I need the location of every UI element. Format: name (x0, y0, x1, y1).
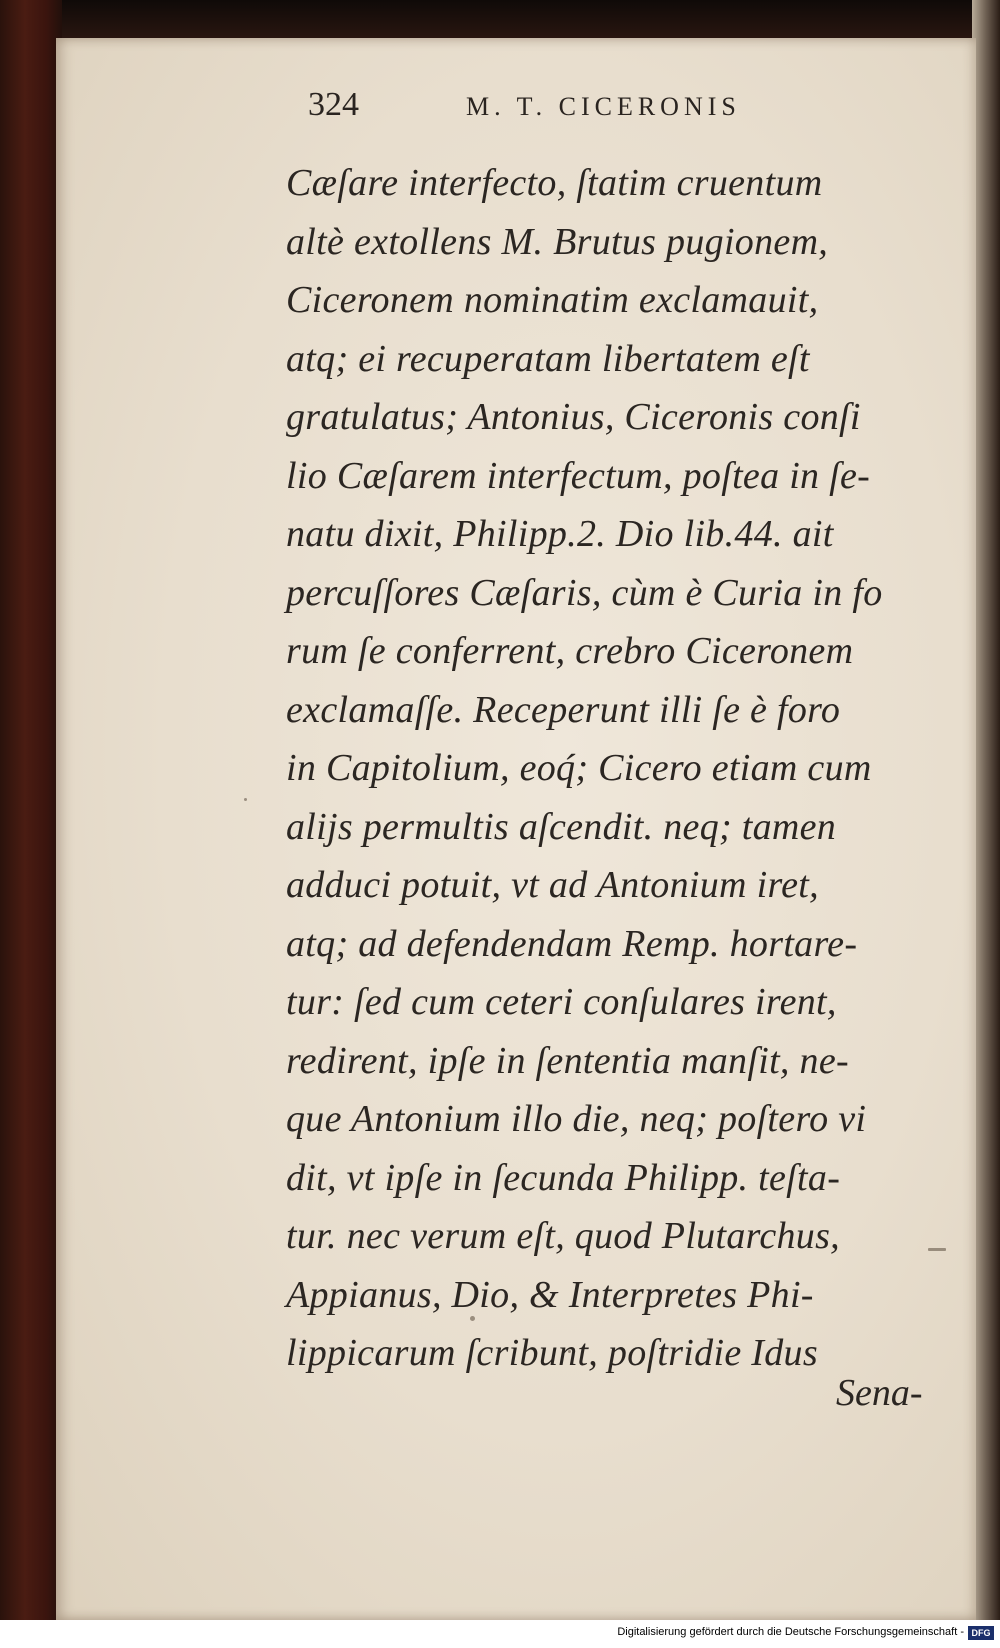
text-line: lippicarum ſcribunt, poſtridie Idus (286, 1332, 818, 1374)
text-line: que Antonium illo die, neq; poſtero vi (286, 1098, 867, 1140)
text-line: Ciceronem nominatim exclamauit, (286, 279, 819, 321)
text-line: altè extollens M. Brutus pugionem, (286, 220, 829, 263)
page-right-edge (972, 0, 1000, 1620)
text-line: Appianus, Dio, & Interpretes Phi- (286, 1273, 814, 1316)
text-line: atq; ad defendendam Remp. hortare- (286, 922, 858, 965)
text-line: adduci potuit, vt ad Antonium iret, (286, 864, 819, 906)
book-binding (0, 0, 62, 1648)
text-line: gratulatus; Antonius, Ciceronis conſi (286, 396, 861, 438)
digitization-footer (0, 1620, 1000, 1648)
text-line: exclamaſſe. Receperunt illi ſe è foro (286, 688, 841, 731)
running-head: M. T. CICERONIS (466, 92, 741, 121)
text-line: redirent, ipſe in ſententia manſit, ne- (286, 1039, 849, 1082)
text-line: dit, vt ipſe in ſecunda Philipp. teſta- (286, 1156, 841, 1199)
text-line: Cæſare interfecto, ſtatim cruentum (286, 162, 823, 204)
funding-credit: Digitalisierung gefördert durch die Deutsche Forschungsgemeinschaft - (617, 1626, 964, 1638)
catchword: Sena- (836, 1372, 923, 1414)
text-line: alijs permultis aſcendit. neq; tamen (286, 805, 837, 848)
page-header (308, 86, 828, 130)
scan-top-edge (0, 0, 1000, 40)
text-line: lio Cæſarem interfectum, poſtea in ſe- (286, 454, 871, 497)
body-text (286, 154, 926, 1383)
text-line: percuſſores Cæſaris, cùm è Curia in fo (286, 571, 883, 614)
text-line: tur. nec verum eſt, quod Plutarchus, (286, 1215, 840, 1257)
text-line: rum ſe conferrent, crebro Ciceronem (286, 630, 854, 672)
text-line: natu dixit, Philipp.2. Dio lib.44. ait (286, 513, 834, 555)
text-line: atq; ei recuperatam libertatem eſt (286, 337, 810, 380)
page-number: 324 (308, 86, 359, 123)
dfg-logo: DFG (968, 1626, 994, 1640)
text-line: tur: ſed cum ceteri conſulares irent, (286, 981, 837, 1023)
text-line: in Capitolium, eoq́; Cicero etiam cum (286, 747, 872, 789)
